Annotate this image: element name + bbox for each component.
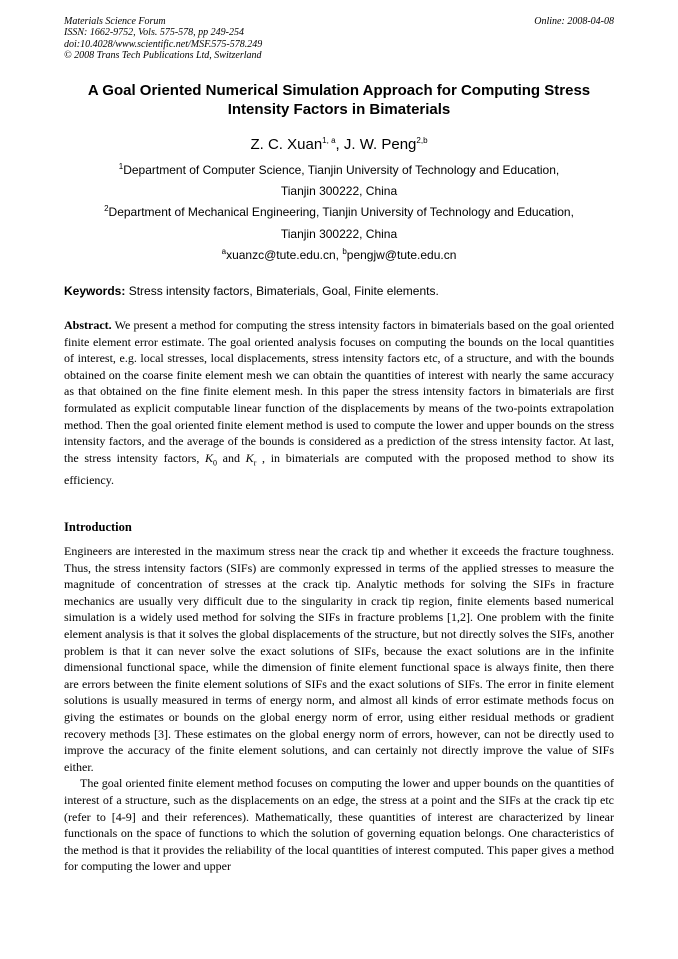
section-heading-introduction: Introduction bbox=[64, 520, 132, 534]
author-superscript: 2,b bbox=[416, 136, 428, 145]
affiliation-superscript: 1 bbox=[118, 162, 124, 171]
intro-paragraph: The goal oriented finite element method focuses on computing the lower and upper bounds on the quantities of interest of a structure, such as the displacements on an edge, the stress at a point and the SIFs at the crack tip etc (refer to [4-9] and their references). Mathematically, these quantities of interest are characterized by linear functionals on the space of functions to which the solution of governing equation belongs. One characteristics of the method is that it provides the reliability of the local quantities of interest computed. This paper gives a method for computing the lower and upper bbox=[64, 776, 614, 874]
email-line bbox=[64, 245, 614, 266]
math-base: K bbox=[204, 450, 213, 465]
author-superscript: 1, a bbox=[322, 136, 336, 145]
copyright-line: © 2008 Trans Tech Publications Ltd, Switzerland bbox=[64, 49, 262, 61]
online-date: Online: 2008-04-08 bbox=[534, 16, 614, 27]
email-superscript: a bbox=[221, 246, 227, 256]
doi-line: doi:10.4028/www.scientific.net/MSF.575-578.249 bbox=[64, 38, 263, 50]
kr-symbol bbox=[245, 450, 257, 468]
affiliation-text: Department of Mechanical Engineering, Tianjin University of Technology and Education, bbox=[108, 205, 574, 220]
k0-symbol bbox=[204, 450, 217, 468]
email-superscript: b bbox=[342, 246, 347, 256]
affiliation-line: Tianjin 300222, China bbox=[280, 184, 398, 199]
author-name: Z. C. Xuan bbox=[250, 136, 323, 153]
author-separator: , bbox=[335, 136, 344, 153]
abstract-text: We present a method for computing the stress intensity factors in bimaterials based on the goal oriented finite element error estimate. The goal oriented analysis focuses on computing the bounds on the local quantities of interest, e.g. local stresses, local displacements, stress intensity factors etc, of a structure, and with the bounds obtained on the coarse finite element mesh we can obtain the quantities of interest with nearly the same accuracy as that obtained on the fine finite element mesh. In this paper the stress intensity factors in bimaterials are first formulated as explicit computable linear function of the displacements by means of the two-points extrapolation method. Then the goal oriented finite element method is used to compute the lower and upper bounds on the stress intensity factors, and the average of the bounds is considered as a prediction of the stress intensity factor. At last, the stress intensity factors, bbox=[64, 318, 614, 465]
email-text: xuanzc@tute.edu.cn, bbox=[226, 247, 343, 262]
author-line bbox=[64, 136, 614, 153]
affiliation-text: Department of Computer Science, Tianjin University of Technology and Education, bbox=[123, 163, 560, 177]
abstract-label: Abstract. bbox=[64, 318, 112, 332]
math-subscript: r bbox=[253, 458, 257, 468]
abstract-text: and bbox=[217, 450, 246, 465]
affiliations bbox=[64, 160, 614, 266]
math-subscript: 0 bbox=[213, 458, 217, 468]
email-text: pengjw@tute.edu.cn bbox=[346, 247, 457, 262]
introduction-body bbox=[64, 543, 614, 875]
intro-paragraph: Engineers are interested in the maximum stress near the crack tip and whether it exceeds the fracture toughness. Thus, the stress intensity factors (SIFs) are commonly expressed in terms of the applied stresses to measure the magnitude of concentration of stresses at the crack tip. Analytic methods for solving the SIFs in fracture mechanics are usually very difficult due to the singularity in crack tip region, finite elements based numerical simulation is a widely used method for solving the SIFs in fracture problems [1,2]. One problem with the finite element analysis is that it solves the global displacements of the structure, but not directly solves the SIFs, another problem is that it can never solve the exact solutions of SIFs, because the exact solutions are in the infinite dimensional functional space, while the dimension of finite element functional space is always finite, then there are errors between the finite element solutions of SIFs and the exact solutions of SIFs. The error in finite element solutions is usually measured in terms of energy norm, and almost all kinds of error estimate methods focus on giving the estimates or bounds on the global energy norm of error, using either residual methods or gradient recovery methods [3]. These estimates on the global energy norm of errors, however, can not be directly used to improve the accuracy of the finite element solutions, and can certainly not directly improve the value of SIFs either. bbox=[64, 544, 614, 774]
author-name: J. W. Peng bbox=[343, 136, 417, 153]
keywords-text: Stress intensity factors, Bimaterials, Goal, Finite elements. bbox=[125, 284, 439, 298]
paper-title: A Goal Oriented Numerical Simulation Approach for Computing Stress Intensity Factors in Bimaterials bbox=[87, 82, 591, 118]
affiliation-line bbox=[64, 160, 614, 181]
keywords-label: Keywords: bbox=[64, 284, 126, 298]
affiliation-line: Tianjin 300222, China bbox=[280, 226, 398, 241]
keywords-line bbox=[64, 284, 614, 298]
issn-line: ISSN: 1662-9752, Vols. 575-578, pp 249-254 bbox=[64, 27, 244, 39]
abstract-paragraph bbox=[64, 317, 614, 488]
journal-header bbox=[64, 16, 614, 61]
abstract-text: , in bimaterials are computed with the proposed method to show its efficiency. bbox=[64, 450, 614, 487]
affiliation-superscript: 2 bbox=[104, 204, 109, 214]
math-base: K bbox=[245, 450, 254, 465]
affiliation-line bbox=[64, 202, 614, 223]
journal-name: Materials Science Forum bbox=[64, 16, 166, 27]
